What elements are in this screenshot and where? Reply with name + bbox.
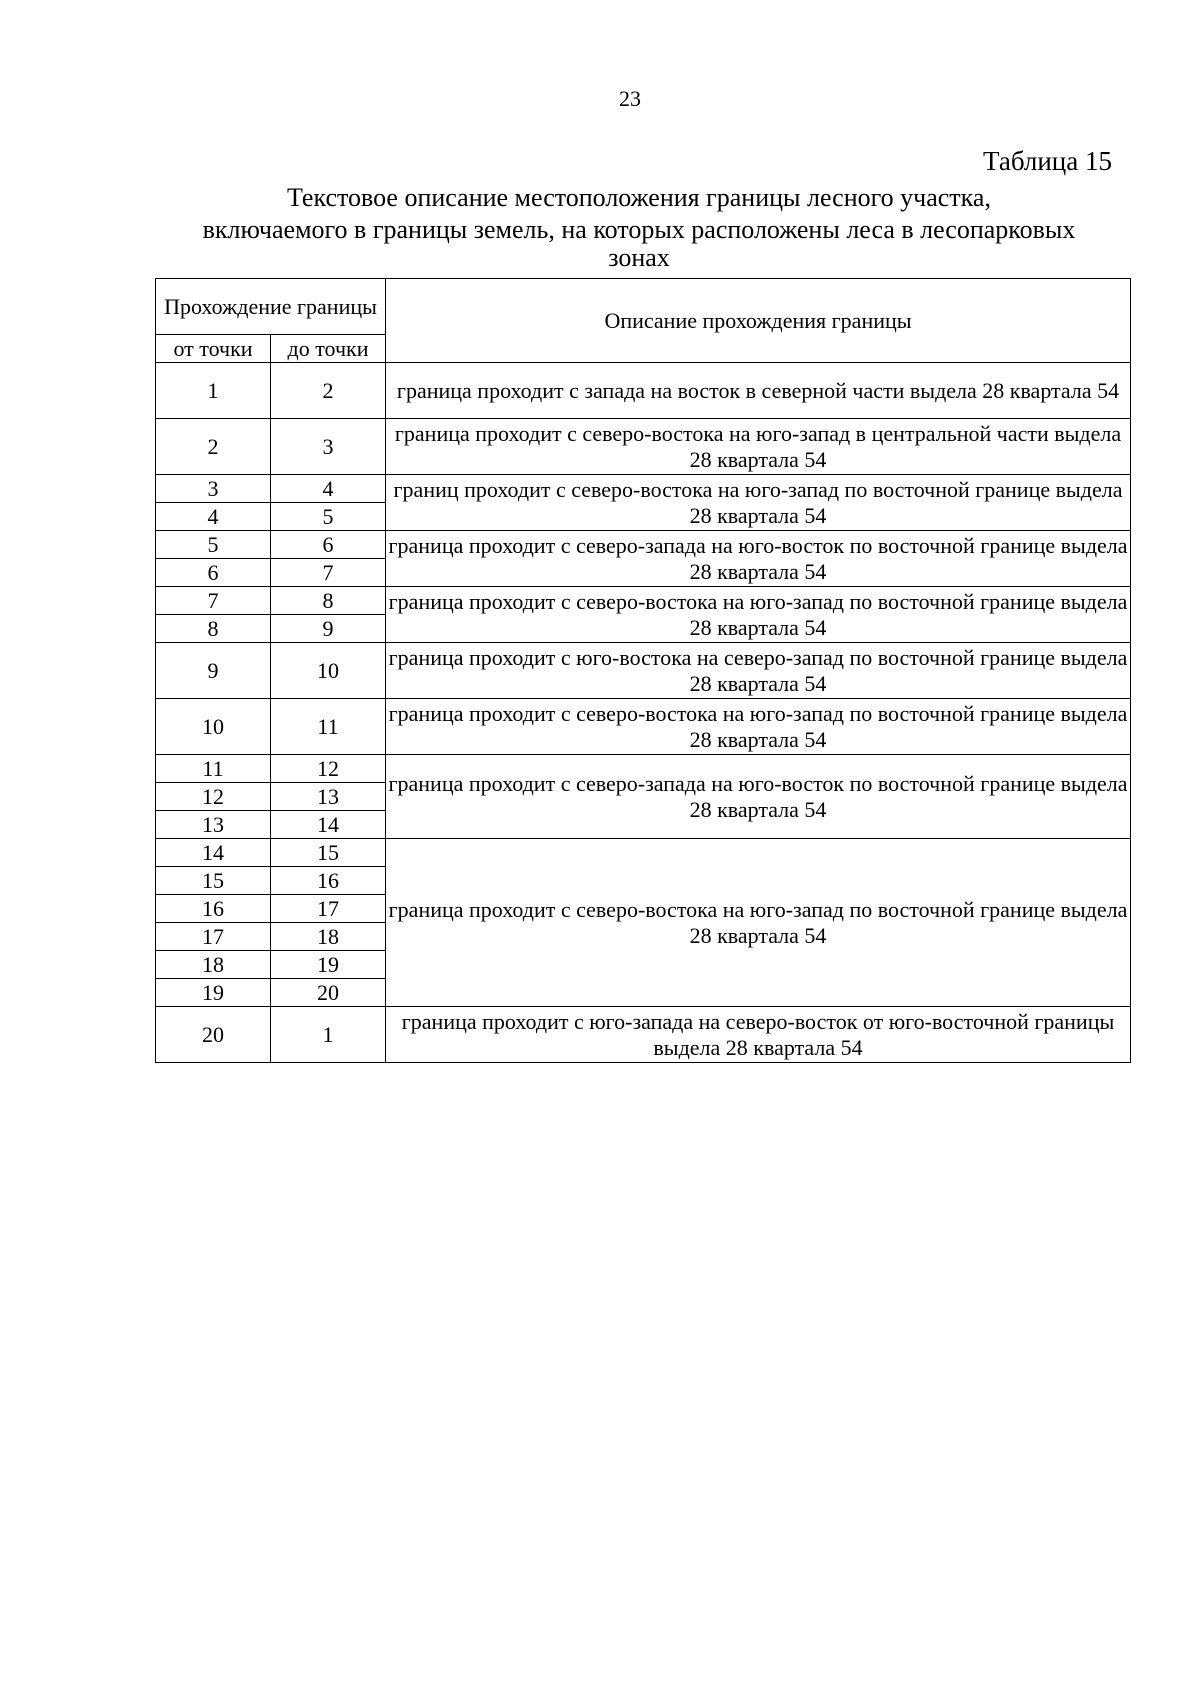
table-label: Таблица 15	[983, 146, 1112, 176]
header-from-point: от точки	[156, 335, 271, 363]
header-description: Описание прохождения границы	[386, 279, 1131, 363]
from-point-cell: 10	[156, 699, 271, 755]
description-cell: граница проходит с северо-запада на юго-восток по восточной границе выдела 28 квартала 54	[386, 531, 1131, 587]
from-point-cell: 15	[156, 867, 271, 895]
to-point-cell: 2	[271, 363, 386, 419]
to-point-cell: 5	[271, 503, 386, 531]
to-point-cell: 4	[271, 475, 386, 503]
from-point-cell: 4	[156, 503, 271, 531]
table-title	[156, 182, 1122, 274]
description-cell: граница проходит с северо-востока на юго-запад по восточной границе выдела 28 квартала 54	[386, 699, 1131, 755]
from-point-cell: 9	[156, 643, 271, 699]
description-cell: граница проходит с северо-востока на юго-запад по восточной границе выдела 28 квартала 54	[386, 587, 1131, 643]
to-point-cell: 15	[271, 839, 386, 867]
from-point-cell: 16	[156, 895, 271, 923]
to-point-cell: 19	[271, 951, 386, 979]
from-point-cell: 14	[156, 839, 271, 867]
to-point-cell: 13	[271, 783, 386, 811]
to-point-cell: 18	[271, 923, 386, 951]
table-row	[156, 363, 1131, 419]
table-row	[156, 531, 1131, 559]
from-point-cell: 19	[156, 979, 271, 1007]
to-point-cell: 6	[271, 531, 386, 559]
header-to-point: до точки	[271, 335, 386, 363]
description-cell: граница проходит с северо-востока на юго-запад по восточной границе выдела 28 квартала 54	[386, 839, 1131, 1007]
table-body	[156, 363, 1131, 1063]
from-point-cell: 8	[156, 615, 271, 643]
description-cell: граница проходит с северо-запада на юго-восток по восточной границе выдела 28 квартала 54	[386, 755, 1131, 839]
description-cell: граница проходит с юго-востока на северо-запад по восточной границе выдела 28 квартала 54	[386, 643, 1131, 699]
from-point-cell: 20	[156, 1007, 271, 1063]
to-point-cell: 14	[271, 811, 386, 839]
to-point-cell: 10	[271, 643, 386, 699]
to-point-cell: 20	[271, 979, 386, 1007]
from-point-cell: 17	[156, 923, 271, 951]
table-row	[156, 1007, 1131, 1063]
table-row	[156, 475, 1131, 503]
from-point-cell: 1	[156, 363, 271, 419]
table-title-line-2: включаемого в границы земель, на которых расположены леса в лесопарковых	[202, 215, 1076, 244]
from-point-cell: 3	[156, 475, 271, 503]
to-point-cell: 11	[271, 699, 386, 755]
description-cell: границ проходит с северо-востока на юго-запад по восточной границе выдела 28 квартала 54	[386, 475, 1131, 531]
to-point-cell: 17	[271, 895, 386, 923]
to-point-cell: 12	[271, 755, 386, 783]
from-point-cell: 2	[156, 419, 271, 475]
from-point-cell: 13	[156, 811, 271, 839]
table-row	[156, 699, 1131, 755]
header-passage: Прохождение границы	[156, 279, 386, 335]
from-point-cell: 6	[156, 559, 271, 587]
from-point-cell: 7	[156, 587, 271, 615]
table-row	[156, 643, 1131, 699]
from-point-cell: 11	[156, 755, 271, 783]
to-point-cell: 16	[271, 867, 386, 895]
description-cell: граница проходит с запада на восток в северной части выдела 28 квартала 54	[386, 363, 1131, 419]
to-point-cell: 3	[271, 419, 386, 475]
table-row	[156, 755, 1131, 783]
page-number: 23	[619, 86, 641, 111]
table-title-line-3: зонах	[608, 243, 670, 272]
table-row	[156, 419, 1131, 475]
table-row	[156, 839, 1131, 867]
to-point-cell: 8	[271, 587, 386, 615]
from-point-cell: 5	[156, 531, 271, 559]
from-point-cell: 18	[156, 951, 271, 979]
to-point-cell: 1	[271, 1007, 386, 1063]
from-point-cell: 12	[156, 783, 271, 811]
boundary-description-table	[155, 278, 1131, 1063]
description-cell: граница проходит с северо-востока на юго-запад в центральной части выдела 28 квартала 54	[386, 419, 1131, 475]
to-point-cell: 7	[271, 559, 386, 587]
table-row	[156, 587, 1131, 615]
description-cell: граница проходит с юго-запада на северо-восток от юго-восточной границы выдела 28 квартала 54	[386, 1007, 1131, 1063]
table-title-line-1: Текстовое описание местоположения границы лесного участка,	[287, 183, 991, 212]
to-point-cell: 9	[271, 615, 386, 643]
